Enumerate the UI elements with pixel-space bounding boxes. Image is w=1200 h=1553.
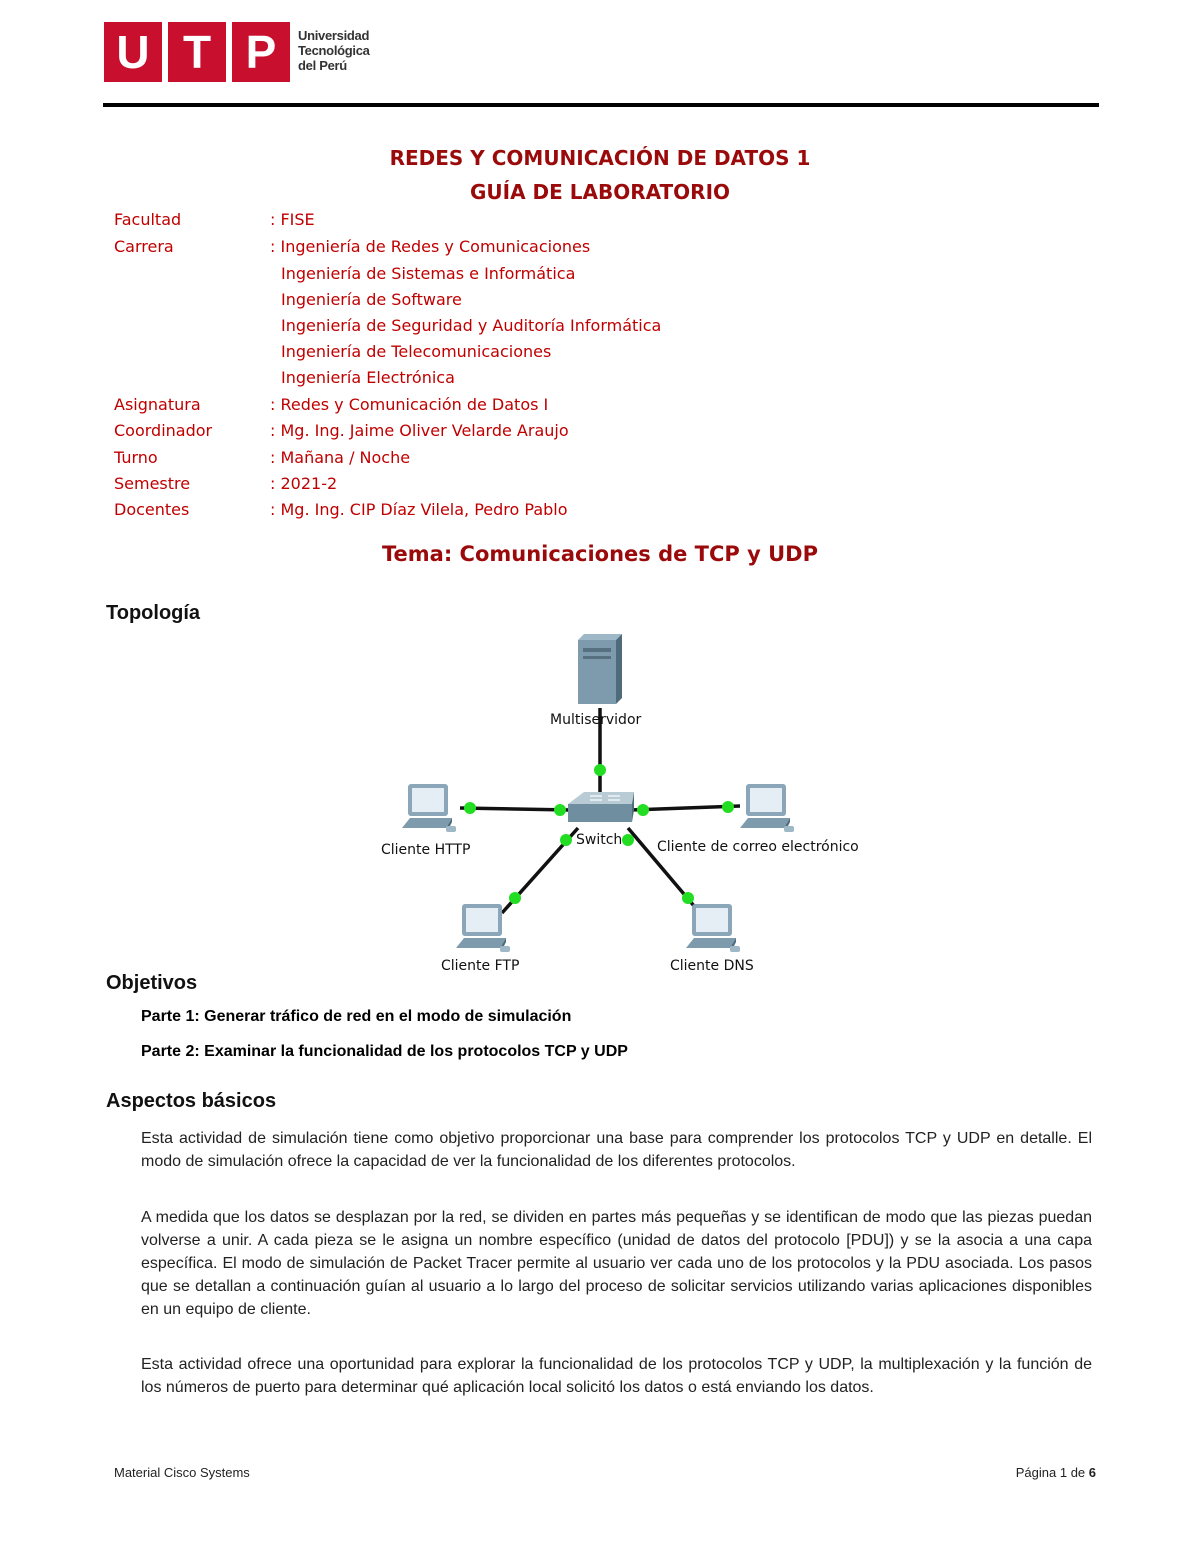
ftp-client-label: Cliente FTP	[441, 958, 520, 974]
logo-letter-p: P	[232, 22, 290, 82]
docentes-value: : Mg. Ing. CIP Díaz Vilela, Pedro Pablo	[270, 500, 568, 519]
semestre-label: Semestre	[114, 474, 191, 493]
objective-item: Parte 2: Examinar la funcionalidad de los protocolos TCP y UDP	[141, 1043, 628, 1060]
link-http-switch	[460, 808, 570, 810]
carrera-value: : Ingeniería de Redes y Comunicaciones	[270, 237, 591, 256]
switch-label: Switch	[576, 832, 623, 848]
link-light	[637, 804, 649, 816]
dns-client-label: Cliente DNS	[670, 958, 754, 974]
document-title: REDES Y COMUNICACIÓN DE DATOS 1	[389, 146, 811, 170]
basics-paragraph: Esta actividad ofrece una oportunidad para explorar la funcionalidad de los protocolos TCP y UDP, la multiplexación y la función de los números de puerto para determinar qué aplicación local solicitó los datos o está enviando los datos.	[141, 1356, 1092, 1396]
link-light	[509, 892, 521, 904]
network-topology-diagram	[370, 628, 900, 978]
footer-source: Material Cisco Systems	[114, 1465, 250, 1480]
basics-paragraph: A medida que los datos se desplazan por la red, se dividen en partes más pequeñas y se identifican de modo que las piezas puedan volverse a unir. A cada pieza se le asigna un nombre específico (unidad de datos del protocolo [PDU]) y se la asocia a una capa específica. El modo de simulación de Packet Tracer permite al usuario ver cada uno de los protocolos y la PDU asociada. Los pasos que se detallan a continuación guían al usuario a lo largo del proceso de solicitar servicios utilizando varias aplicaciones disponibles en un equipo de cliente.	[141, 1209, 1092, 1318]
carrera-label: Carrera	[114, 237, 174, 256]
turno-value: : Mañana / Noche	[270, 448, 411, 467]
link-light	[464, 802, 476, 814]
document-subtitle: GUÍA DE LABORATORIO	[469, 180, 731, 204]
objectives-heading: Objetivos	[106, 972, 198, 994]
email-client-label: Cliente de correo electrónico	[657, 839, 859, 855]
turno-label: Turno	[114, 448, 158, 467]
facultad-value: : FISE	[270, 210, 315, 229]
link-light	[560, 834, 572, 846]
logo-university-name: Universidad Tecnológica del Perú	[298, 28, 370, 73]
pc-icon-ftp	[456, 904, 510, 952]
pc-icon-http	[402, 784, 456, 832]
server-icon	[578, 634, 622, 704]
logo-letter-t: T	[168, 22, 226, 82]
facultad-label: Facultad	[114, 210, 182, 229]
page-number: Página 1 de 6	[1015, 1465, 1096, 1480]
carrera-value: Ingeniería Electrónica	[281, 368, 455, 387]
carrera-value: Ingeniería de Seguridad y Auditoría Informática	[281, 316, 662, 335]
carrera-value: Ingeniería de Sistemas e Informática	[281, 264, 576, 283]
topology-heading: Topología	[106, 602, 201, 624]
semestre-value: : 2021-2	[270, 474, 338, 493]
link-light	[722, 801, 734, 813]
carrera-value: Ingeniería de Telecomunicaciones	[281, 342, 552, 361]
logo-letter-u: U	[104, 22, 162, 82]
pc-icon-email	[740, 784, 794, 832]
coordinador-label: Coordinador	[114, 421, 213, 440]
link-light	[554, 804, 566, 816]
basics-paragraph: Esta actividad de simulación tiene como objetivo proporcionar una base para comprender los protocolos TCP y UDP en detalle. El modo de simulación ofrece la capacidad de ver la funcionalidad de los diferentes protocolos.	[141, 1130, 1092, 1170]
basics-heading: Aspectos básicos	[106, 1090, 277, 1112]
carrera-value: Ingeniería de Software	[281, 290, 462, 309]
switch-icon	[568, 792, 634, 822]
link-light	[682, 892, 694, 904]
http-client-label: Cliente HTTP	[381, 842, 471, 858]
link-light	[594, 764, 606, 776]
pc-icon-dns	[686, 904, 740, 952]
coordinador-value: : Mg. Ing. Jaime Oliver Velarde Araujo	[270, 421, 569, 440]
docentes-label: Docentes	[114, 500, 190, 519]
topic-title: Tema: Comunicaciones de TCP y UDP	[382, 542, 818, 566]
asignatura-label: Asignatura	[114, 395, 201, 414]
header-divider	[103, 103, 1099, 107]
link-light	[622, 834, 634, 846]
server-label: Multiservidor	[550, 712, 642, 728]
objective-item: Parte 1: Generar tráfico de red en el modo de simulación	[141, 1008, 572, 1025]
asignatura-value: : Redes y Comunicación de Datos I	[270, 395, 549, 414]
